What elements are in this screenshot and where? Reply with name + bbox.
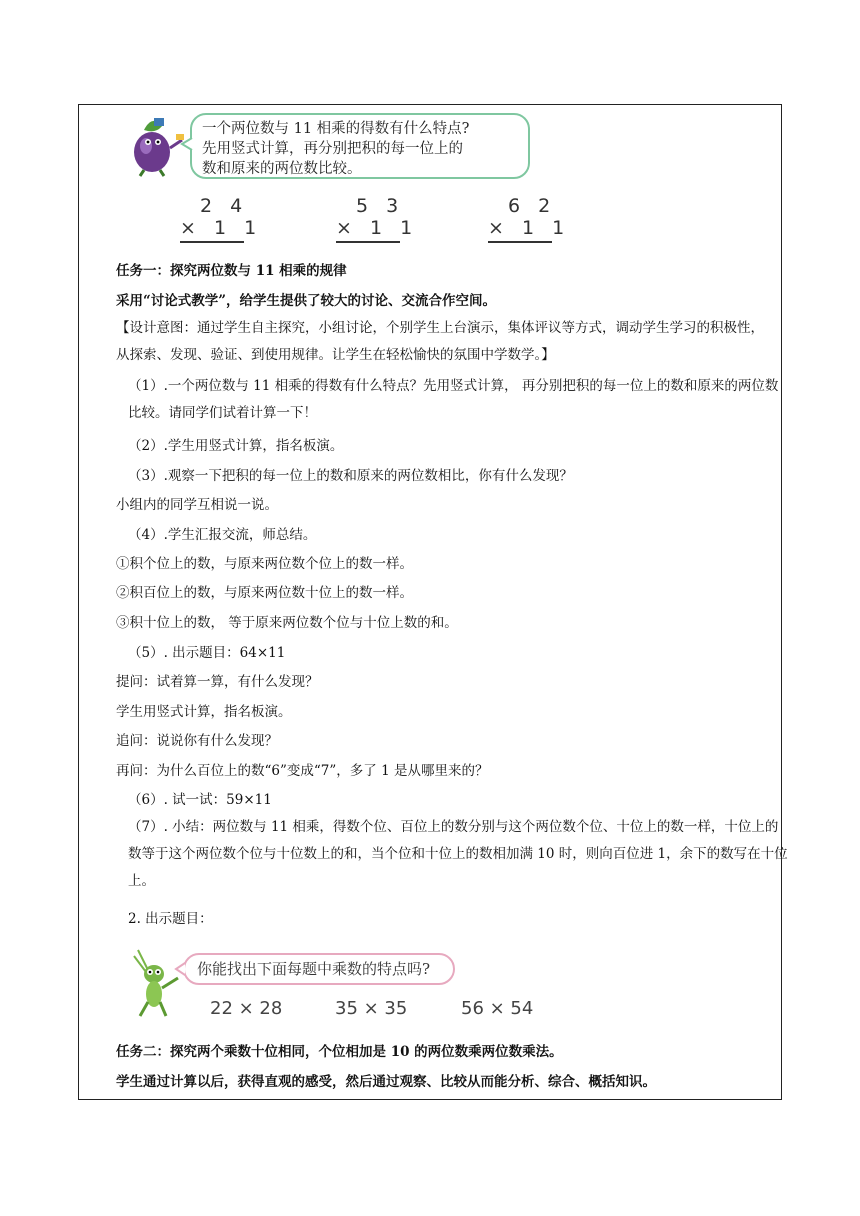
multiplicand: 6 2 xyxy=(508,195,557,217)
step-5: （5）. 出示题目：64×11 xyxy=(128,645,286,661)
task1-method: 采用“讨论式教学”，给学生提供了较大的讨论、交流合作空间。 xyxy=(116,293,497,309)
step-2: （2）.学生用竖式计算，指名板演。 xyxy=(128,438,344,454)
bubble-text-line: 一个两位数与 11 相乘的得数有什么特点? xyxy=(202,121,470,137)
task2-method: 学生通过计算以后，获得直观的感受，然后通过观察、比较从而能分析、综合、概括知识。 xyxy=(116,1074,656,1090)
design-intent: 【设计意图：通过学生自主探究，小组讨论，个别学生上台演示，集体评议等方式，调动学生学习的积极性，从探索、发现、验证、到使用规律。让学生在轻松愉快的氛围中学数学。】 xyxy=(116,320,764,363)
bubble-text-line: 先用竖式计算，再分别把积的每一位上的 xyxy=(202,141,463,157)
task2-title: 任务二：探究两个乘数十位相同，个位相加是 10 的两位数乘两位数乘法。 xyxy=(116,1044,563,1060)
expression: 35 × 35 xyxy=(335,998,408,1019)
question-1: 提问：试着算一算，有什么发现？ xyxy=(116,674,319,690)
bubble-tail-icon xyxy=(174,962,186,976)
rule-2: ②积百位上的数，与原来两位数十位上的数一样。 xyxy=(116,585,413,601)
equals-line xyxy=(180,241,244,243)
question-3: 追问：说说你有什么发现？ xyxy=(116,733,278,749)
equals-line xyxy=(488,241,552,243)
multiplier: × 1 1 xyxy=(180,217,263,239)
speech-bubble xyxy=(190,113,530,179)
expression: 22 × 28 xyxy=(210,998,283,1019)
speech-bubble: 你能找出下面每题中乘数的特点吗? xyxy=(183,953,455,985)
multiplicand: 2 4 xyxy=(200,195,249,217)
rule-3: ③积十位上的数， 等于原来两位数个位与十位上数的和。 xyxy=(116,615,458,631)
step-7: （7）. 小结：两位数与 11 相乘，得数个位、百位上的数分别与这个两位数个位、十位上的数一样，十位上的数等于这个两位数个位与十位数上的和，当个位和十位上的数相加满 10 时，则向百位进 1，余下的数写在十位上。 xyxy=(128,819,788,889)
step-3b: 小组内的同学互相说一说。 xyxy=(116,497,278,513)
multiplier: × 1 1 xyxy=(336,217,419,239)
bubble-text-line: 数和原来的两位数比较。 xyxy=(202,161,362,177)
vertical-multiplication xyxy=(488,195,570,239)
rule-1: ①积个位上的数，与原来两位数个位上的数一样。 xyxy=(116,556,413,572)
question-2: 学生用竖式计算，指名板演。 xyxy=(116,704,292,720)
task1-title: 任务一：探究两位数与 11 相乘的规律 xyxy=(116,263,347,279)
step-6: （6）. 试一试：59×11 xyxy=(128,792,272,808)
multiplicand: 5 3 xyxy=(356,195,405,217)
step-1: （1）.一个两位数与 11 相乘的得数有什么特点？先用竖式计算， 再分别把积的每一位上的数和原来的两位数比较。请同学们试着计算一下！ xyxy=(128,378,779,421)
expression: 56 × 54 xyxy=(461,998,534,1019)
question-4: 再问：为什么百位上的数“6”变成“7”，多了 1 是从哪里来的？ xyxy=(116,763,489,779)
equals-line xyxy=(336,241,400,243)
eggplant-character-icon xyxy=(118,108,188,178)
step-4: （4）.学生汇报交流，师总结。 xyxy=(128,527,317,543)
bubble-tail-icon xyxy=(180,136,194,152)
step-3: （3）.观察一下把积的每一位上的数和原来的两位数相比，你有什么发现？ xyxy=(128,468,573,484)
multiplier: × 1 1 xyxy=(488,217,571,239)
vertical-multiplication xyxy=(180,195,262,239)
grasshopper-character-icon xyxy=(128,944,184,1018)
item-2: 2. 出示题目： xyxy=(128,911,213,927)
vertical-multiplication xyxy=(336,195,418,239)
